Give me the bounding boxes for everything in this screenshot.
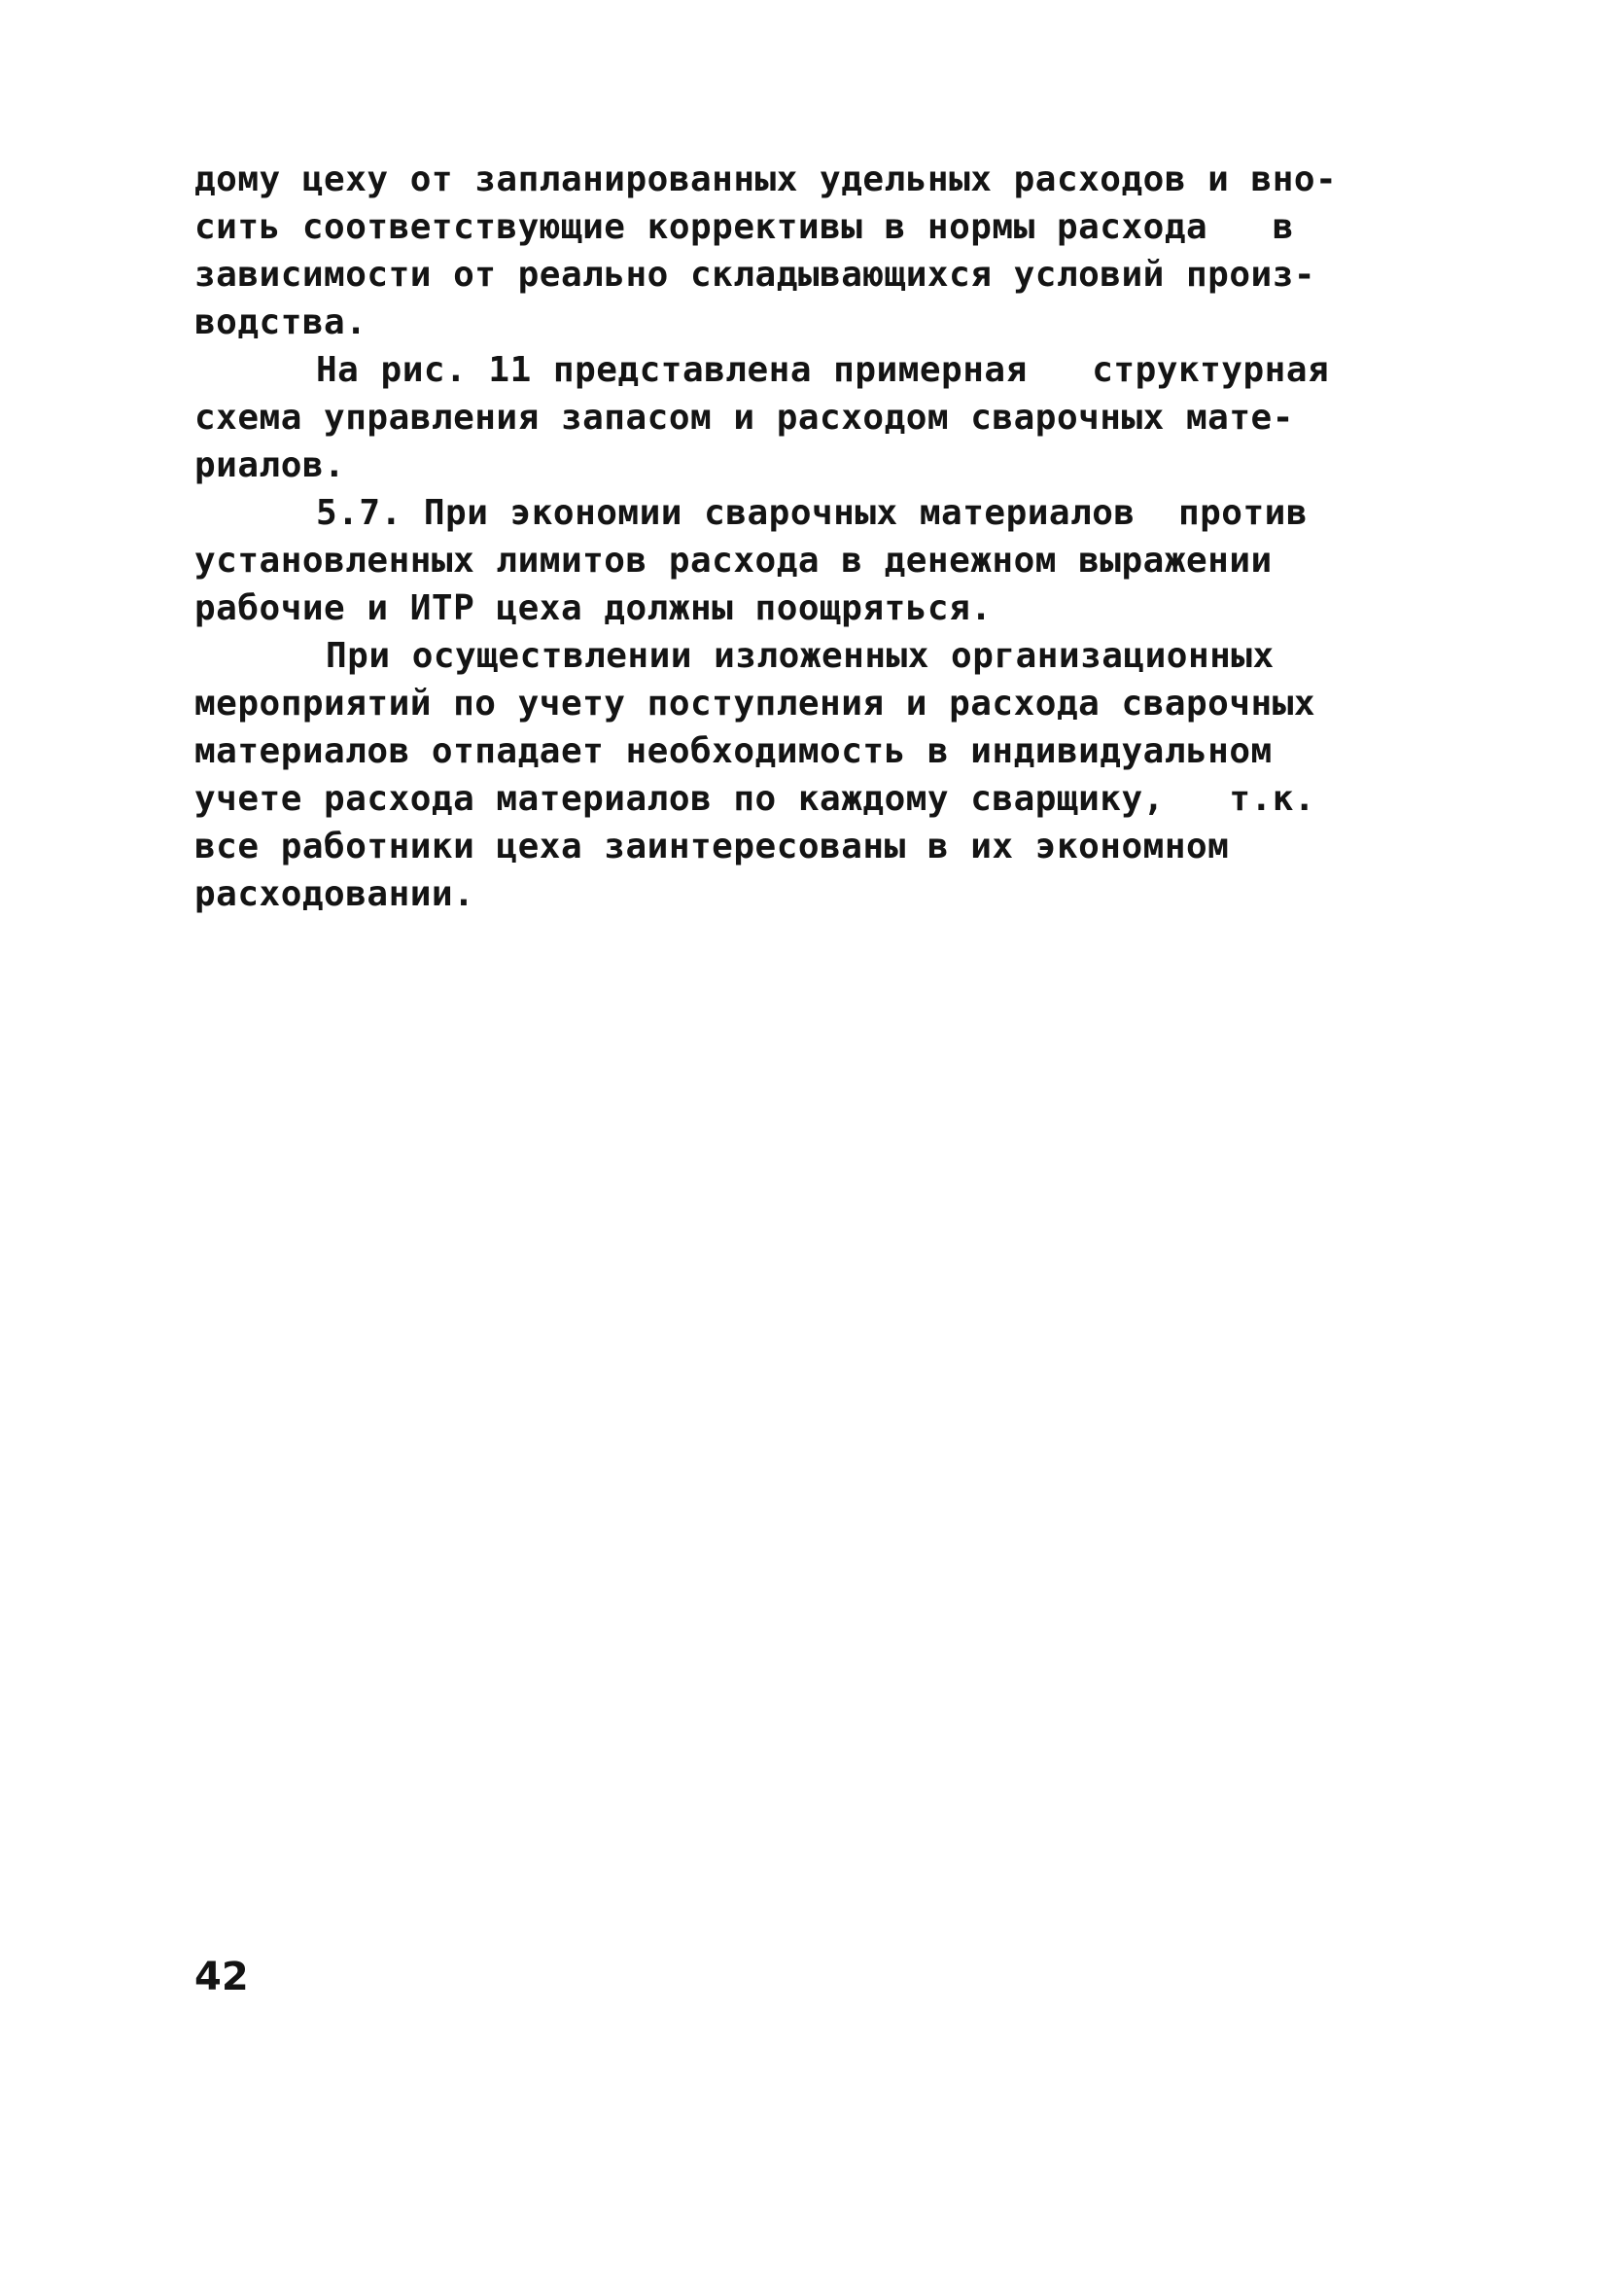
text-line: водства.: [194, 302, 367, 342]
text-line: 5.7. При экономии сварочных материалов против: [316, 493, 1308, 533]
text-line: материалов отпадает необходимость в индивидуальном: [194, 731, 1273, 771]
page-number: 42: [194, 1955, 249, 1999]
body-text: [194, 156, 1458, 918]
text-line: зависимости от реально складывающихся условий произ-: [194, 255, 1316, 295]
text-line: рабочие и ИТР цеха должны поощряться.: [194, 588, 993, 628]
text-line: все работники цеха заинтересованы в их экономном: [194, 827, 1230, 866]
text-line: схема управления запасом и расходом сварочных мате-: [194, 398, 1294, 438]
text-line: дому цеху от запланированных удельных расходов и вно-: [194, 159, 1338, 199]
text-line: При осуществлении изложенных организационных: [326, 636, 1275, 676]
text-line: установленных лимитов расхода в денежном выражении: [194, 541, 1273, 581]
text-line: расходовании.: [194, 874, 475, 914]
text-line: учете расхода материалов по каждому сварщику, т.к.: [194, 779, 1316, 819]
text-line: риалов.: [194, 445, 346, 485]
text-line: сить соответствующие коррективы в нормы расхода в: [194, 207, 1294, 247]
text-line: мероприятий по учету поступления и расхода сварочных: [194, 684, 1316, 724]
text-line: На рис. 11 представлена примерная структурная: [316, 350, 1330, 390]
